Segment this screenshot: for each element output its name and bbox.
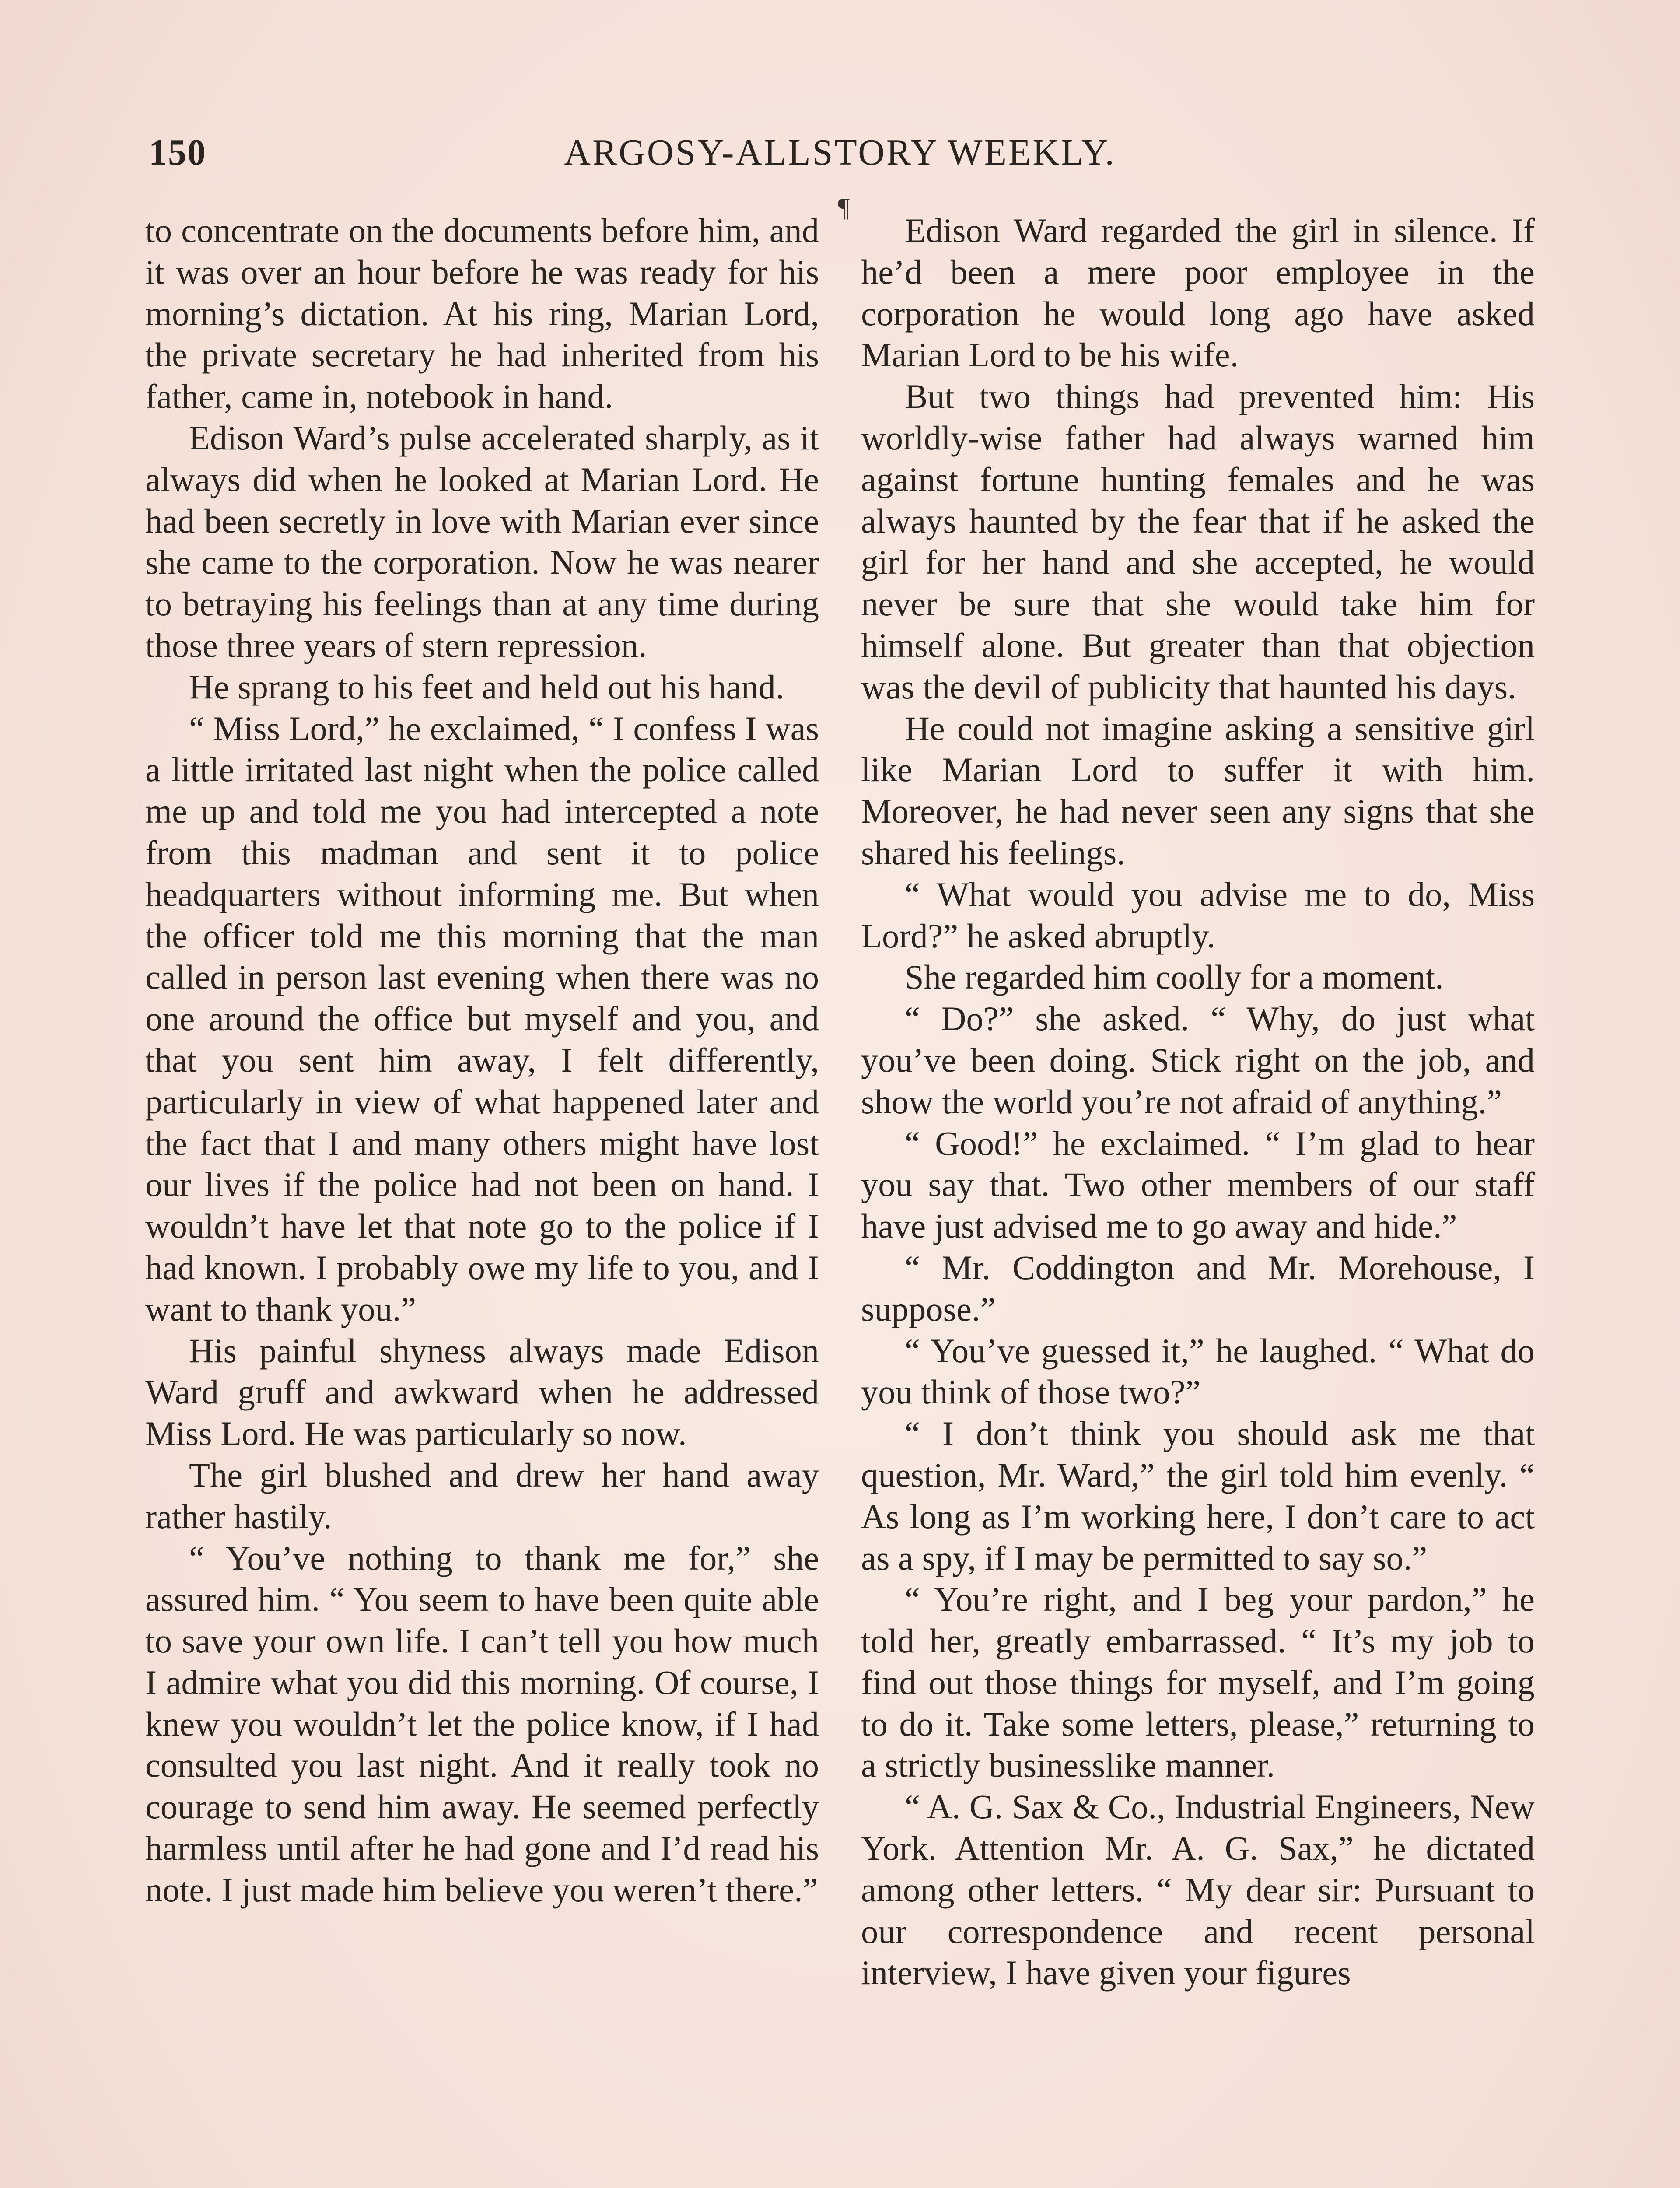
paragraph: “ Miss Lord,” he exclaimed, “ I confess I was a little irritated last night when the police called me up and told me you had intercepted a note from this madman and sent it to police headquarters without informing me. But when the officer told me this morning that the man called in person last evening when there was no one around the office but myself and you, and that you sent him away, I felt differently, particularly in view of what happened later and the fact that I and many others might have lost our lives if the police had not been on hand. I wouldn’t have let that note go to the police if I had known. I probably owe my life to you, and I want to thank you.” bbox=[145, 709, 819, 1328]
paragraph: “ Mr. Coddington and Mr. Morehouse, I suppose.” bbox=[861, 1248, 1535, 1328]
paragraph: Edison Ward regarded the girl in silence. If he’d been a mere poor employee in the corporation he would long ago have asked Marian Lord to be his wife. bbox=[861, 211, 1535, 374]
paragraph: She regarded him coolly for a moment. bbox=[905, 958, 1444, 996]
paragraph: “ What would you advise me to do, Miss Lord?” he asked abruptly. bbox=[861, 875, 1535, 955]
paragraph: “ You’ve guessed it,” he laughed. “ What do you think of those two?” bbox=[861, 1331, 1535, 1411]
paragraph: “ You’re right, and I beg your pardon,” he told her, greatly embarrassed. “ It’s my job to find out those things for myself, and I’m going to do it. Take some letters, please,” returning to a strictly businesslike manner. bbox=[861, 1580, 1535, 1785]
paragraph: But two things had prevented him: His worldly-wise father had always warned him against fortune hunting females and he was always haunted by the fear that if he asked the girl for her hand and she accepted, he would never be sure that she would take him for himself alone. But greater than that objection was the devil of publicity that haunted his days. bbox=[861, 377, 1535, 706]
paragraph: “ You’ve nothing to thank me for,” she assured him. “ You seem to have been quite able to save your own life. I can’t tell you how much I admire what you did this morning. Of course, I knew you wouldn’t let the police know, if I had consulted you last night. And it really took no courage to send him away. He seemed perfectly harmless until after he had gone and I’d read his note. I just made him believe you weren’t there.” bbox=[145, 1539, 819, 1909]
right-column bbox=[861, 210, 1535, 1994]
paragraph: Edison Ward’s pulse accelerated sharply, as it always did when he looked at Marian Lord. He had been secretly in love with Marian ever since she came to the corporation. Now he was nearer to betraying his feelings than at any time during those three years of stern repression. bbox=[145, 418, 819, 664]
paragraph: “ Do?” she asked. “ Why, do just what you’ve been doing. Stick right on the job, and show the world you’re not afraid of anything.” bbox=[861, 999, 1535, 1121]
paragraph: “ Good!” he exclaimed. “ I’m glad to hear you say that. Two other members of our staff have just advised me to go away and hide.” bbox=[861, 1124, 1535, 1245]
left-column bbox=[145, 210, 819, 1911]
paragraph: “ A. G. Sax & Co., Industrial Engineers, New York. Attention Mr. A. G. Sax,” he dictated among other letters. “ My dear sir: Pursuant to our correspondence and recent personal interview, I have given your figures bbox=[861, 1788, 1535, 1992]
paragraph: to concentrate on the documents before him, and it was over an hour before he was ready for his morning’s dictation. At his ring, Marian Lord, the private secretary he had inherited from his father, came in, notebook in hand. bbox=[145, 211, 819, 416]
paragraph: The girl blushed and drew her hand away rather hastily. bbox=[145, 1455, 819, 1536]
paragraph: “ I don’t think you should ask me that question, Mr. Ward,” the girl told him evenly. “ As long as I’m working here, I don’t care to act as a spy, if I may be permitted to say so.” bbox=[861, 1414, 1535, 1577]
page-header bbox=[149, 131, 1531, 184]
page-number: 150 bbox=[149, 132, 206, 173]
paragraph: He sprang to his feet and held out his hand. bbox=[189, 667, 784, 706]
paragraph: He could not imagine asking a sensitive girl like Marian Lord to suffer it with him. Moreover, he had never seen any signs that she shared his feelings. bbox=[861, 709, 1535, 872]
paragraph-mark-icon: ¶ bbox=[838, 193, 850, 222]
paragraph: His painful shyness always made Edison Ward gruff and awkward when he addressed Miss Lord. He was particularly so now. bbox=[145, 1331, 819, 1453]
running-head: ARGOSY-ALLSTORY WEEKLY. bbox=[564, 132, 1116, 173]
